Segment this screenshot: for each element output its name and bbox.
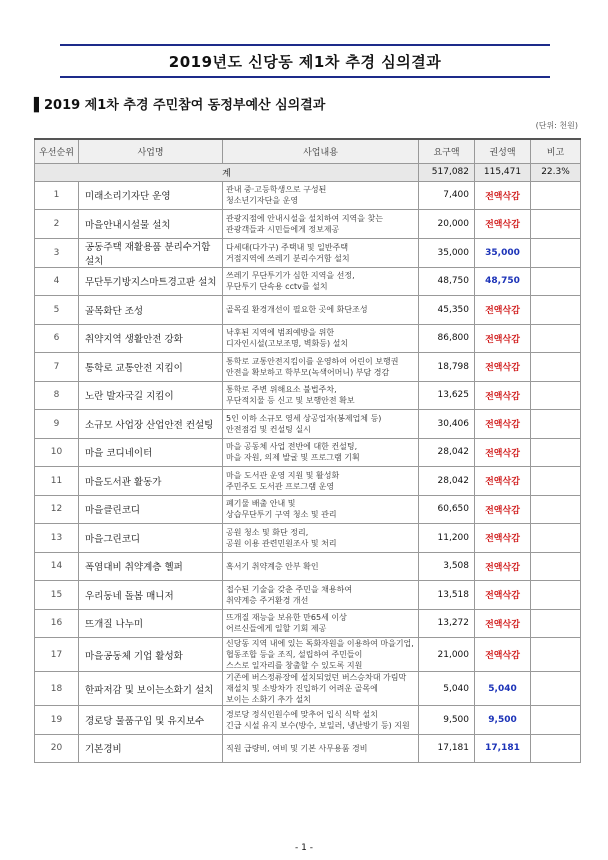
row-priority: 3 <box>35 238 79 267</box>
content-line: 관내 중·고등학생으로 구성된 <box>226 185 327 195</box>
row-priority: 11 <box>35 467 79 496</box>
content-line: 경로당 정식인원수에 맞추어 입식 식탁 설치 <box>226 709 378 719</box>
row-project-content <box>223 438 419 467</box>
row-result: 전액삭감 <box>475 552 531 581</box>
row-result: 전액삭감 <box>475 438 531 467</box>
row-project-name: 마을안내시설물 설치 <box>79 210 223 239</box>
table-row <box>35 734 581 763</box>
content-line: 관광객들과 시민들에게 정보제공 <box>226 224 340 234</box>
total-request: 517,082 <box>419 163 475 181</box>
row-priority: 13 <box>35 524 79 553</box>
row-priority: 18 <box>35 672 79 706</box>
table-row <box>35 672 581 706</box>
row-project-content <box>223 381 419 410</box>
row-project-content <box>223 181 419 210</box>
row-project-content <box>223 581 419 610</box>
row-priority: 7 <box>35 353 79 382</box>
row-project-name: 통학로 교통안전 지킴이 <box>79 353 223 382</box>
row-request: 60,650 <box>419 495 475 524</box>
row-result: 전액삭감 <box>475 410 531 439</box>
row-priority: 2 <box>35 210 79 239</box>
row-project-content <box>223 210 419 239</box>
content-line: 거점지역에 쓰레기 분리수거함 설치 <box>226 253 350 263</box>
table-row <box>35 467 581 496</box>
content-line: 통학로 주변 위해요소 불법주차, <box>226 385 337 395</box>
row-project-name: 마을 코디네이터 <box>79 438 223 467</box>
row-request: 7,400 <box>419 181 475 210</box>
row-result: 9,500 <box>475 706 531 735</box>
header-request: 요구액 <box>419 139 475 163</box>
row-note <box>531 210 581 239</box>
content-line: 접수된 기술을 갖춘 주민을 채용하여 <box>226 584 353 594</box>
row-priority: 20 <box>35 734 79 763</box>
row-project-name: 마을클린코디 <box>79 495 223 524</box>
row-project-name: 마을도서관 활동가 <box>79 467 223 496</box>
row-project-name: 마을공동체 기업 활성화 <box>79 638 223 672</box>
content-line: 통학로 교통안전지킴이를 운영하여 어린이 보행권 <box>226 356 399 366</box>
table-row <box>35 353 581 382</box>
table-row <box>35 324 581 353</box>
row-project-name: 미래소리기자단 운영 <box>79 181 223 210</box>
row-result: 전액삭감 <box>475 210 531 239</box>
row-result: 전액삭감 <box>475 381 531 410</box>
content-line: 뜨개질 재능을 보유한 만65세 이상 <box>226 613 347 623</box>
row-project-content <box>223 734 419 763</box>
row-note <box>531 734 581 763</box>
content-line: 관광지점에 안내시설을 설치하여 지역을 찾는 <box>226 213 384 223</box>
table-row <box>35 609 581 638</box>
table-row <box>35 410 581 439</box>
row-request: 13,272 <box>419 609 475 638</box>
row-project-content <box>223 524 419 553</box>
content-line: 긴급 시설 유지 보수(방수, 보일러, 냉난방기 등) 지원 <box>226 720 410 730</box>
section-heading: ▌2019 제1차 추경 주민참여 동정부예산 심의결과 <box>34 98 326 113</box>
content-line: 혹서기 취약계층 안부 확인 <box>226 561 319 571</box>
row-note <box>531 552 581 581</box>
content-line: 골목길 환경개선이 필요한 곳에 화단조성 <box>226 305 368 315</box>
row-priority: 4 <box>35 267 79 296</box>
table-header-row <box>35 139 581 163</box>
total-row <box>35 163 581 181</box>
row-result: 전액삭감 <box>475 524 531 553</box>
row-project-content <box>223 495 419 524</box>
table-row <box>35 381 581 410</box>
row-result: 전액삭감 <box>475 581 531 610</box>
row-project-content <box>223 638 419 672</box>
row-priority: 8 <box>35 381 79 410</box>
row-project-content <box>223 353 419 382</box>
header-note: 비고 <box>531 139 581 163</box>
row-project-name: 경로당 물품구입 및 유지보수 <box>79 706 223 735</box>
row-project-content <box>223 552 419 581</box>
row-project-content <box>223 267 419 296</box>
table-row <box>35 706 581 735</box>
table-row <box>35 495 581 524</box>
row-project-name: 소규모 사업장 산업안전 컨설팅 <box>79 410 223 439</box>
table-row <box>35 238 581 267</box>
total-approved: 115,471 <box>475 163 531 181</box>
row-request: 13,625 <box>419 381 475 410</box>
document-title-box <box>60 44 550 78</box>
row-project-content <box>223 672 419 706</box>
content-line: 주민주도 도서관 프로그램 운영 <box>226 481 335 491</box>
row-note <box>531 438 581 467</box>
row-priority: 17 <box>35 638 79 672</box>
table-row <box>35 552 581 581</box>
row-result: 전액삭감 <box>475 495 531 524</box>
content-line: 마을 자원, 의제 발굴 및 프로그램 기획 <box>226 453 360 463</box>
content-line: 공원 이용 관련민원조사 및 처리 <box>226 538 337 548</box>
row-project-name: 우리동네 돌봄 매니저 <box>79 581 223 610</box>
table-row <box>35 524 581 553</box>
row-request: 28,042 <box>419 467 475 496</box>
row-request: 5,040 <box>419 672 475 706</box>
header-approved: 권성액 <box>475 139 531 163</box>
row-priority: 15 <box>35 581 79 610</box>
row-note <box>531 581 581 610</box>
row-note <box>531 296 581 325</box>
row-project-name: 마을그린코디 <box>79 524 223 553</box>
row-request: 20,000 <box>419 210 475 239</box>
row-result: 전액삭감 <box>475 467 531 496</box>
header-project-content: 사업내용 <box>223 139 419 163</box>
row-request: 30,406 <box>419 410 475 439</box>
header-project-name: 사업명 <box>79 139 223 163</box>
row-project-name: 뜨개질 나누미 <box>79 609 223 638</box>
row-request: 13,518 <box>419 581 475 610</box>
header-priority: 우선순위 <box>35 139 79 163</box>
content-line: 무단적치물 등 신고 및 보행안전 확보 <box>226 396 355 406</box>
content-line: 디자인시설(고보조명, 벽화등) 설치 <box>226 339 349 349</box>
content-line: 5인 이하 소규모 영세 상공업자(봉제업체 등) <box>226 413 382 423</box>
row-priority: 14 <box>35 552 79 581</box>
row-project-content <box>223 609 419 638</box>
row-request: 3,508 <box>419 552 475 581</box>
table-row <box>35 438 581 467</box>
row-result: 전액삭감 <box>475 296 531 325</box>
row-project-name: 기본경비 <box>79 734 223 763</box>
row-note <box>531 638 581 672</box>
content-line: 상습무단투기 구역 청소 및 관리 <box>226 510 337 520</box>
content-line: 신당동 지역 내에 있는 독화자원을 이용하여 마을기업, 협동조합 등을 조직, 설립하여 주민들이 <box>226 639 414 659</box>
row-result: 5,040 <box>475 672 531 706</box>
row-result: 전액삭감 <box>475 324 531 353</box>
content-line: 쓰레기 무단투기가 심한 지역을 선정, <box>226 271 355 281</box>
row-request: 45,350 <box>419 296 475 325</box>
row-result: 전액삭감 <box>475 638 531 672</box>
row-request: 21,000 <box>419 638 475 672</box>
content-line: 취약계층 주거환경 개선 <box>226 595 309 605</box>
row-project-content <box>223 410 419 439</box>
row-project-name: 폭염대비 취약계층 헬퍼 <box>79 552 223 581</box>
content-line: 보이는 소화기 추가 설치 <box>226 695 311 704</box>
content-line: 안전점검 및 컨설팅 실시 <box>226 424 311 434</box>
row-note <box>531 181 581 210</box>
unit-note: (단위: 천원) <box>535 121 578 130</box>
row-request: 9,500 <box>419 706 475 735</box>
row-priority: 16 <box>35 609 79 638</box>
row-project-content <box>223 238 419 267</box>
row-result: 48,750 <box>475 267 531 296</box>
row-request: 48,750 <box>419 267 475 296</box>
row-request: 86,800 <box>419 324 475 353</box>
content-line: 무단투기 단속용 cctv를 설치 <box>226 282 328 292</box>
table-row <box>35 267 581 296</box>
content-line: 기존에 버스정류장에 설치되었던 버스승차대 가림막 재설치 및 소방차가 진입하기 어려운 골목에 <box>226 673 407 693</box>
row-note <box>531 706 581 735</box>
total-ratio: 22.3% <box>531 163 581 181</box>
row-result: 전액삭감 <box>475 181 531 210</box>
content-line: 청소년기자단을 운영 <box>226 196 299 206</box>
row-result: 전액삭감 <box>475 609 531 638</box>
page-number: - 1 - <box>295 843 313 853</box>
row-note <box>531 381 581 410</box>
content-line: 어르신들에게 일할 기회 제공 <box>226 624 327 634</box>
row-request: 17,181 <box>419 734 475 763</box>
row-priority: 10 <box>35 438 79 467</box>
total-label: 계 <box>35 163 419 181</box>
row-request: 28,042 <box>419 438 475 467</box>
row-note <box>531 410 581 439</box>
row-result: 17,181 <box>475 734 531 763</box>
table-row <box>35 296 581 325</box>
row-priority: 9 <box>35 410 79 439</box>
row-project-name: 취약지역 생활안전 강화 <box>79 324 223 353</box>
content-line: 스스로 일자리를 창출할 수 있도록 지원 <box>226 661 363 670</box>
row-project-name: 무단투기방지스마트경고판 설치 <box>79 267 223 296</box>
row-project-content <box>223 706 419 735</box>
row-priority: 5 <box>35 296 79 325</box>
row-note <box>531 467 581 496</box>
table-row <box>35 210 581 239</box>
row-priority: 19 <box>35 706 79 735</box>
row-priority: 6 <box>35 324 79 353</box>
table-row <box>35 638 581 672</box>
content-line: 직원 급량비, 여비 및 기본 사무용품 경비 <box>226 743 368 753</box>
row-note <box>531 353 581 382</box>
row-priority: 12 <box>35 495 79 524</box>
row-note <box>531 267 581 296</box>
table-row <box>35 181 581 210</box>
row-request: 35,000 <box>419 238 475 267</box>
row-priority: 1 <box>35 181 79 210</box>
row-request: 11,200 <box>419 524 475 553</box>
content-line: 마을 도서관 운영 지원 및 활성화 <box>226 470 340 480</box>
row-project-content <box>223 324 419 353</box>
row-result: 35,000 <box>475 238 531 267</box>
row-project-content <box>223 296 419 325</box>
row-note <box>531 238 581 267</box>
row-note <box>531 609 581 638</box>
content-line: 공원 청소 및 화단 정리, <box>226 527 309 537</box>
row-note <box>531 524 581 553</box>
row-note <box>531 324 581 353</box>
content-line: 마을 공동체 사업 전반에 대한 컨설팅, <box>226 442 358 452</box>
row-project-name: 공동주택 재활용품 분리수거함 설치 <box>79 238 223 267</box>
row-project-name: 노란 발자국길 지킴이 <box>79 381 223 410</box>
content-line: 안전을 확보하고 학부모(녹색어머니) 부담 경감 <box>226 367 390 377</box>
document-title: 2019년도 신당동 제1차 추경 심의결과 <box>168 52 442 71</box>
content-line: 폐기물 배출 안내 및 <box>226 499 296 509</box>
row-project-content <box>223 467 419 496</box>
content-line: 다세대(다가구) 주택내 및 일반주택 <box>226 242 349 252</box>
row-request: 18,798 <box>419 353 475 382</box>
row-result: 전액삭감 <box>475 353 531 382</box>
content-line: 낙후된 지역에 범죄예방을 위한 <box>226 328 335 338</box>
row-note <box>531 672 581 706</box>
row-project-name: 골목화단 조성 <box>79 296 223 325</box>
row-note <box>531 495 581 524</box>
row-project-name: 한파저감 및 보이는소화기 설치 <box>79 672 223 706</box>
table-row <box>35 581 581 610</box>
budget-result-table <box>34 138 581 763</box>
